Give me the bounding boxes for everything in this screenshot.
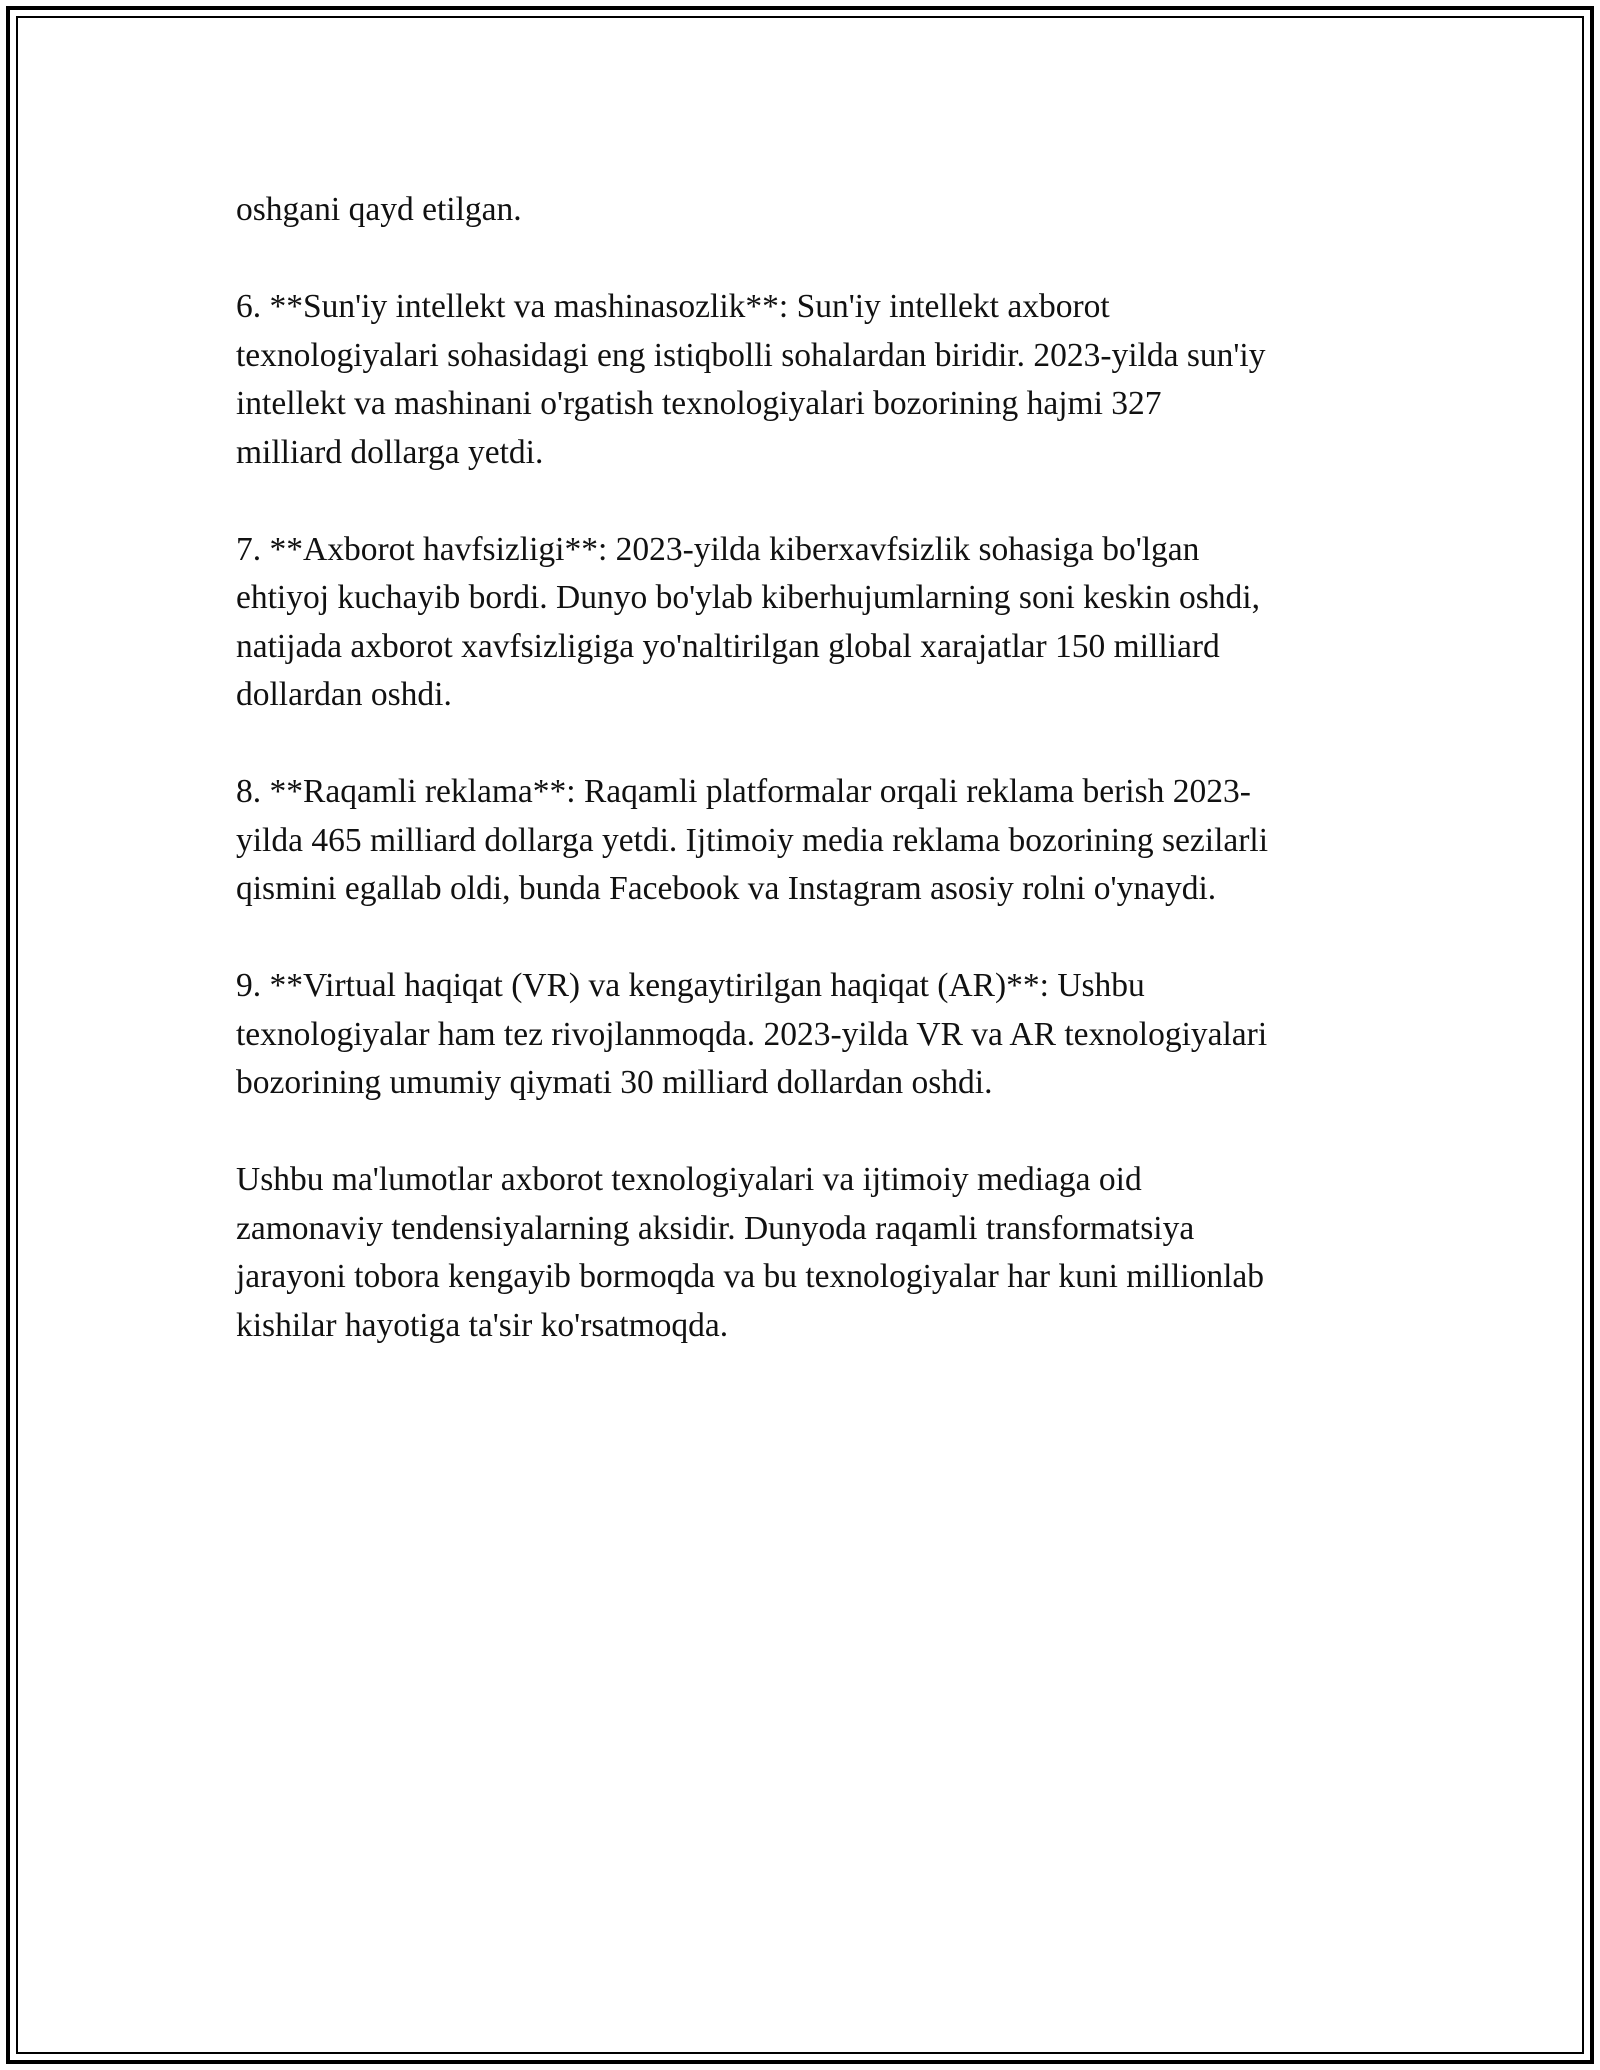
paragraph-continuation: oshgani qayd etilgan. xyxy=(236,191,522,228)
paragraph-conclusion: Ushbu ma'lumotlar axborot texnologiyalari va ijtimoiy mediaga oid zamonaviy tendensiyalarning aksidir. Dunyoda raqamli transformatsiya jarayoni tobora kengayib bormoqda va bu texnologiyalar har kuni millionlab kishilar hayotiga ta'sir ko'rsatmoqda. xyxy=(236,1161,1264,1344)
paragraph-item-9: 9. **Virtual haqiqat (VR) va kengaytirilgan haqiqat (AR)**: Ushbu texnologiyalar ham tez rivojlanmoqda. 2023-yilda VR va AR texnologiyalari bozorining umumiy qiymati 30 milliard dollardan oshdi. xyxy=(236,967,1268,1101)
document-body xyxy=(236,186,1384,1399)
paragraph-item-6: 6. **Sun'iy intellekt va mashinasozlik**: Sun'iy intellekt axborot texnologiyalari sohasidagi eng istiqbolli sohalardan biridir. 2023-yilda sun'iy intellekt va mashinani o'rgatish texnologiyalari bozorining hajmi 327 milliard dollarga yetdi. xyxy=(236,288,1266,471)
paragraph-item-8: 8. **Raqamli reklama**: Raqamli platformalar orqali reklama berish 2023- yilda 465 milliard dollarga yetdi. Ijtimoiy media reklama bozorining sezilarli qismini egallab oldi, bunda Facebook va Instagram asosiy rolni o'ynaydi. xyxy=(236,773,1269,907)
paragraph-item-7: 7. **Axborot havfsizligi**: 2023-yilda kiberxavfsizlik sohasiga bo'lgan ehtiyoj kuchayib bordi. Dunyo bo'ylab kiberhujumlarning soni keskin oshdi, natijada axborot xavfsizligiga yo'naltirilgan global xarajatlar 150 milliard dollardan oshdi. xyxy=(236,530,1260,713)
